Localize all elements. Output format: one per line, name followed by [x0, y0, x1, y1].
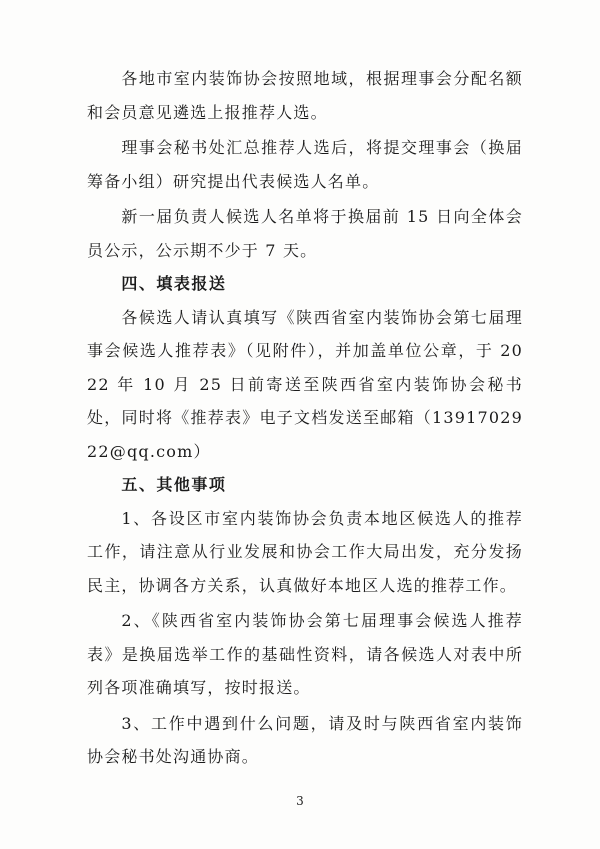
- paragraph-form-instructions: 各候选人请认真填写《陕西省室内装饰协会第七届理事会候选人推荐表》（见附件），并加盖单位公章，于 2022 年 10 月 25 日前寄送至陕西省室内装饰协会秘书处，同时将《推荐表》电子文档发送至邮箱（1391702922@qq.com）: [87, 307, 523, 461]
- document-body: [87, 62, 523, 774]
- paragraph-item-3: 3、工作中遇到什么问题，请及时与陕西省室内装饰协会秘书处沟通协商。: [87, 713, 523, 766]
- paragraph-item-2: 2、《陕西省室内装饰协会第七届理事会候选人推荐表》是换届选举工作的基础性资料，请各候选人对表中所列各项准确填写，按时报送。: [87, 611, 523, 697]
- paragraph-public-notice: 新一届负责人候选人名单将于换届前 15 日向全体会员公示，公示期不少于 7 天。: [87, 207, 523, 260]
- section-heading-other-matters: 五、其他事项: [121, 475, 227, 494]
- paragraph-recommend-by-region: 各地市室内装饰协会按照地域，根据理事会分配名额和会员意见遴选上报推荐人选。: [87, 69, 523, 122]
- paragraph-secretariat-summary: 理事会秘书处汇总推荐人选后，将提交理事会（换届筹备小组）研究提出代表候选人名单。: [87, 138, 523, 191]
- section-heading-form-submission: 四、填表报送: [121, 274, 227, 293]
- paragraph-item-1: 1、各设区市室内装饰协会负责本地区候选人的推荐工作，请注意从行业发展和协会工作大局出发，充分发扬民主，协调各方关系，认真做好本地区人选的推荐工作。: [87, 508, 523, 595]
- page-number: 3: [296, 794, 304, 808]
